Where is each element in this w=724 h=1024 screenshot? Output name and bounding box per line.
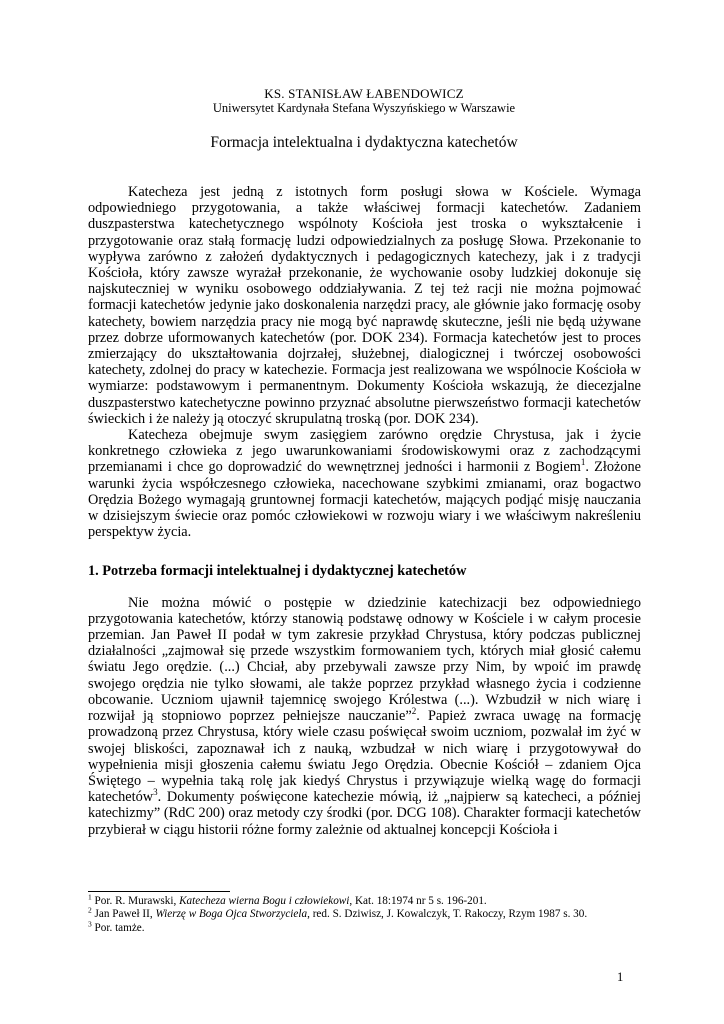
paragraph-text: Nie można mówić o postępie w dziedzinie katechizacji bez odpowiedniego przygotowania katechetów, którzy stanowią podstawę odnowy w Kościele i w całym procesie przemian. Jan Paweł II podał w tym zakresie przykład Chrystusa, który podczas publicznej działalności „zajmował się przede wszystkim formowaniem tych, których miał głosić całemu światu Jego orędzie. (...) Chciał, aby przebywali zawsze przy Nim, by wpoić im prawdę swojego orędzia nie tylko słowami, ale także poprzez przykład własnego życia i codzienne obcowanie. Uczniom ujawnił tajemnicę swojego Królestwa (...). Wzbudził w nich wiarę i rozwijał ją stopniowo poprzez pełniejsze nauczanie” [88, 594, 641, 725]
paragraph-text: . Złożone warunki życia współczesnego człowieka, nacechowane szybkimi zmianami, oraz bogactwo Orędzia Bożego wymagają gruntownej formacji katechetów, mających podjąć misję nauczania w dzisiejszym świecie oraz pomóc człowiekowi w rozwoju wiary i we właściwym nakreśleniu perspektyw życia. [88, 459, 641, 541]
footnote-ref-3[interactable]: 3 [153, 787, 158, 798]
footnote-text: Por. R. Murawski, [94, 895, 180, 907]
author-name: KS. STANISŁAW ŁABENDOWICZ [264, 86, 464, 101]
footnote-number: 2 [88, 905, 92, 915]
paragraph-text: Katecheza obejmuje swym zasięgiem zarówno orędzie Chrystusa, jak i życie konkretnego człowieka z jego uwarunkowaniami środowiskowymi oraz z zachodzącymi przemianami i chce go doprowadzić do wewnętrznej jedności i harmonii z Bogiem [88, 427, 641, 476]
footnote-italic-title: Katecheza wierna Bogu i człowiekowi [179, 895, 350, 907]
paragraph-text: . Papież zwraca uwagę na formację prowadzoną przez Chrystusa, który wiele czasu poświęcał swoim uczniom, pozwalał im żyć w swojej bliskości, zapoznawał ich z nauką, wzbudzał w nich wiarę i przygotowywał do wypełnienia misji głoszenia całemu światu Jego Orędzia. Obecnie Kościół – zdaniem Ojca Świętego – wypełnia taką rolę jak kiedyś Chrystus i przywiązuje wielką wagę do formacji katechetów [88, 708, 641, 806]
paragraph-intro [88, 184, 641, 427]
footnote-number: 3 [88, 919, 92, 929]
footnote-ref-2[interactable]: 2 [411, 706, 417, 717]
paragraph-section-1 [88, 595, 641, 838]
footnotes [88, 892, 641, 935]
footnote-2 [88, 905, 641, 921]
page-number: 1 [617, 970, 624, 984]
footnote-number: 1 [88, 892, 92, 902]
footnote-separator [88, 891, 230, 892]
footnote-1 [88, 892, 641, 908]
footnote-italic-title: Wierzę w Boga Ojca Stworzyciela [155, 908, 308, 921]
article-body [88, 184, 641, 838]
footnote-ref-1[interactable]: 1 [580, 457, 586, 468]
paragraph-text: Katecheza jest jedną z istotnych form posługi słowa w Kościele. Wymaga odpowiedniego przygotowania, a także właściwej formacji katechetów. Zadaniem duszpasterstwa katechetycznego wspólnoty Kościoła jest troska o wykształcenie i przygotowanie oraz stałą formację ludzi odpowiedzialnych za posługę Słowa. Przekonanie to wypływa zarówno z założeń dydaktycznych i pedagogicznych katechezy, jak i z tradycji Kościoła, który zawsze wyrażał przekonanie, że wychowanie osoby ludzkiej dokonuje się najskuteczniej w wyniku osobowego oddziaływania. Z tej też racji nie można pojmować formacji katechetów jedynie jako doskonalenia narzędzi pracy, ale głównie jako formację osoby katechety, bowiem narzędzia pracy nie mogą być naprawdę skuteczne, jeśli nie będą używane przez dobrze uformowanych katechetów (por. DOK 234). Formacja katechetów jest to proces zmierzający do ukształtowania dojrzałej, służebnej, dialogicznej i twórczej osobowości katechety, zdolnej do pracy w katechezie. Formacja jest realizowana we wspólnocie Kościoła w wymiarze: podstawowym i permanentnym. Dokumenty Kościoła wskazują, że diecezjalne duszpasterstwo katechetyczne powinno przyznać absolutne pierwszeństwo formacji katechetów świeckich i że należy ją otoczyć skrupulatną troską (por. DOK 234). [88, 184, 641, 427]
footnote-3 [88, 919, 641, 935]
article-title: Formacja intelektualna i dydaktyczna katechetów [210, 134, 518, 151]
paragraph-text: . Dokumenty poświęcone katechezie mówią, iż „najpierw są katecheci, a później katechizmy” (RdC 200) oraz metody czy środki (por. DCG 108). Charakter formacji katechetów przybierał w ciągu historii różne formy zależnie od aktualnej koncepcji Kościoła i [88, 789, 641, 838]
section-heading: 1. Potrzeba formacji intelektualnej i dydaktycznej katechetów [88, 563, 467, 580]
footnote-text: Jan Paweł II, [94, 908, 156, 921]
footnote-text: Por. tamże. [94, 921, 145, 934]
author-affiliation: Uniwersytet Kardynała Stefana Wyszyńskiego w Warszawie [212, 101, 516, 115]
footnote-text: , red. S. Dziwisz, J. Kowalczyk, T. Rakoczy, Rzym 1987 s. 30. [307, 908, 588, 921]
paragraph-katecheza [88, 427, 641, 540]
footnote-text: , Kat. 18:1974 nr 5 s. 196-201. [349, 895, 487, 907]
